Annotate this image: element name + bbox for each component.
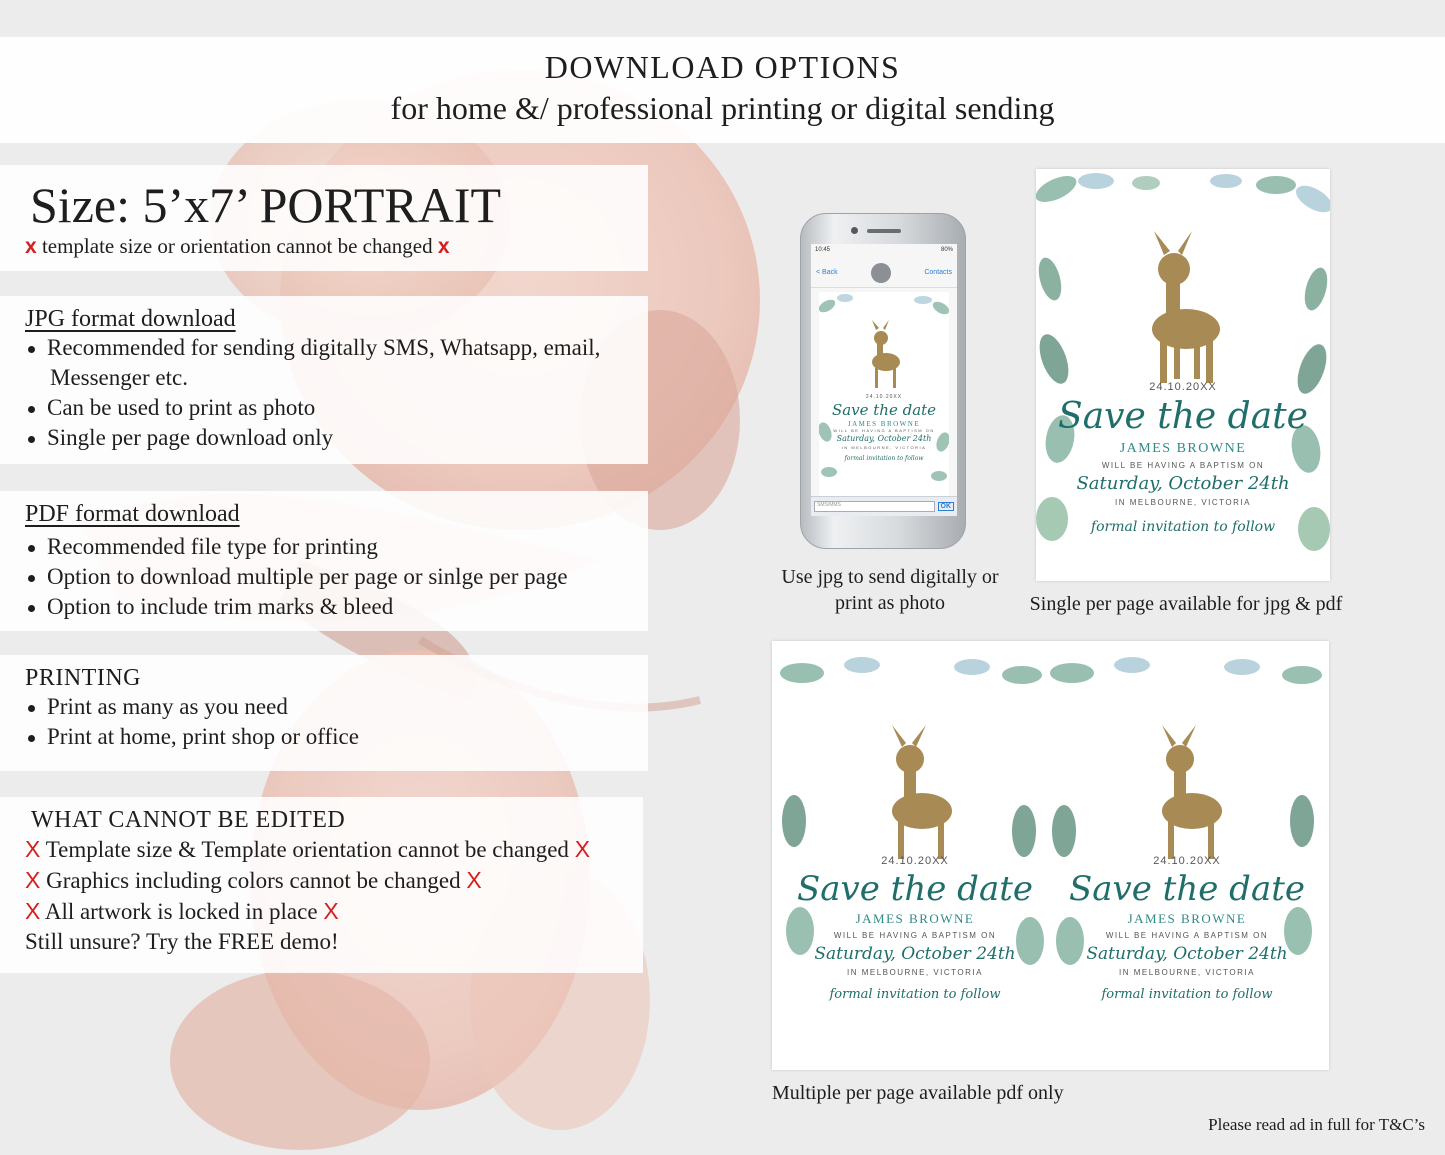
list-item: Can be used to print as photo <box>25 393 648 423</box>
phone-invitation-text <box>819 394 949 462</box>
multi-invitation-left-text <box>780 855 1050 1002</box>
printing-heading: PRINTING <box>25 665 141 691</box>
invitation-name: JAMES BROWNE <box>855 911 975 926</box>
multi-invitation-sheet <box>772 641 1329 1070</box>
invitation-day: Saturday, October 24th <box>836 434 932 443</box>
invitation-date: 24.10.20XX <box>881 855 949 867</box>
x-mark-icon: X <box>25 898 41 924</box>
invitation-day: Saturday, October 24th <box>814 944 1016 964</box>
list-item-continuation: Messenger etc. <box>50 365 188 390</box>
single-invitation-card <box>1036 169 1330 581</box>
invitation-name: JAMES BROWNE <box>847 420 921 428</box>
invitation-place: IN MELBOURNE, VICTORIA <box>1115 498 1251 507</box>
invitation-line: WILL BE HAVING A BAPTISM ON <box>1101 461 1265 470</box>
terms-note: Please read ad in full for T&C’s <box>1208 1115 1425 1134</box>
phone-battery: 80% <box>940 247 953 253</box>
invitation-date: 24.10.20XX <box>865 394 903 400</box>
phone-back-link[interactable]: < Back <box>816 269 838 276</box>
invitation-name: JAMES BROWNE <box>1119 441 1247 456</box>
single-invitation-text <box>1036 381 1330 535</box>
x-mark-icon: X <box>25 836 41 862</box>
phone-caption: Use jpg to send digitally or print as photo <box>781 566 999 614</box>
invitation-line: WILL BE HAVING A BAPTISM ON <box>833 931 997 940</box>
invitation-day: Saturday, October 24th <box>1076 473 1290 494</box>
invitation-headline: Save the date <box>1068 869 1305 909</box>
invitation-date: 24.10.20XX <box>1153 855 1221 867</box>
edit-line: X Graphics including colors cannot be changed X <box>25 867 482 893</box>
jpg-panel <box>0 296 648 464</box>
invitation-formal: formal invitation to follow <box>844 455 924 462</box>
list-item: Print as many as you need <box>25 692 648 722</box>
demo-line: Still unsure? Try the FREE demo! <box>25 929 339 954</box>
invitation-day: Saturday, October 24th <box>1086 944 1288 964</box>
camera-icon <box>851 227 858 234</box>
phone-message-bar <box>811 496 957 516</box>
invitation-name: JAMES BROWNE <box>1127 911 1247 926</box>
list-item: Option to download multiple per page or sinlge per page <box>25 562 648 592</box>
x-mark-icon: X <box>323 898 339 924</box>
x-mark-icon: x <box>437 235 450 258</box>
invitation-headline: Save the date <box>1058 396 1308 437</box>
invitation-place: IN MELBOURNE, VICTORIA <box>1119 968 1255 977</box>
invitation-formal: formal invitation to follow <box>829 987 1001 1002</box>
invitation-line: WILL BE HAVING A BAPTISM ON <box>833 428 935 433</box>
x-mark-icon: x <box>25 235 37 258</box>
edit-line: X All artwork is locked in place X <box>25 898 339 924</box>
header-banner <box>0 37 1445 143</box>
multi-caption: Multiple per page available pdf only <box>772 1082 1064 1104</box>
printing-panel <box>0 655 648 771</box>
printing-list <box>25 692 648 752</box>
invitation-formal: formal invitation to follow <box>1101 987 1273 1002</box>
edit-line: X Template size & Template orientation cannot be changed X <box>25 836 591 862</box>
ok-button[interactable]: OK <box>938 502 955 511</box>
edit-restrictions-panel <box>0 797 643 973</box>
sms-input[interactable]: SMS/MMS <box>814 501 935 512</box>
size-title: Size: 5’x7’ PORTRAIT <box>30 177 502 233</box>
edit-heading: WHAT CANNOT BE EDITED <box>31 807 346 833</box>
phone-status-bar <box>811 244 957 258</box>
invitation-place: IN MELBOURNE, VICTORIA <box>847 968 983 977</box>
avatar-icon <box>871 263 891 283</box>
phone-invitation-card <box>819 292 949 497</box>
list-item: Single per page download only <box>25 423 648 453</box>
invitation-date: 24.10.20XX <box>1149 381 1217 393</box>
speaker-icon <box>867 229 901 233</box>
x-mark-icon: X <box>466 867 482 893</box>
phone-screen <box>811 244 957 516</box>
multi-invitation-right-text <box>1052 855 1322 1002</box>
page-title: DOWNLOAD OPTIONS <box>544 49 901 85</box>
list-item: Recommended for sending digitally SMS, Whatsapp, email, Messenger etc. <box>25 333 648 393</box>
phone-mockup <box>800 213 966 549</box>
size-note <box>25 234 648 259</box>
invitation-headline: Save the date <box>796 869 1033 909</box>
pdf-list <box>25 532 648 622</box>
page-subtitle: for home &/ professional printing or digital sending <box>390 90 1055 126</box>
jpg-list <box>25 333 648 453</box>
invitation-line: WILL BE HAVING A BAPTISM ON <box>1105 931 1269 940</box>
invitation-formal: formal invitation to follow <box>1090 519 1276 535</box>
jpg-heading: JPG format download <box>25 306 236 332</box>
invitation-headline: Save the date <box>831 401 937 419</box>
x-mark-icon: X <box>25 867 41 893</box>
size-note-text: template size or orientation cannot be changed <box>41 234 433 258</box>
size-panel <box>0 165 648 271</box>
list-item: Print at home, print shop or office <box>25 722 648 752</box>
list-item: Option to include trim marks & bleed <box>25 592 648 622</box>
pdf-heading: PDF format download <box>25 501 240 527</box>
phone-nav-bar <box>811 258 957 288</box>
pdf-panel <box>0 491 648 631</box>
list-item: Recommended file type for printing <box>25 532 648 562</box>
phone-time: 10:45 <box>815 247 831 253</box>
single-caption: Single per page available for jpg & pdf <box>1029 593 1343 615</box>
phone-contacts-link[interactable]: Contacts <box>924 269 952 276</box>
x-mark-icon: X <box>574 836 591 862</box>
invitation-place: IN MELBOURNE, VICTORIA <box>841 445 927 450</box>
